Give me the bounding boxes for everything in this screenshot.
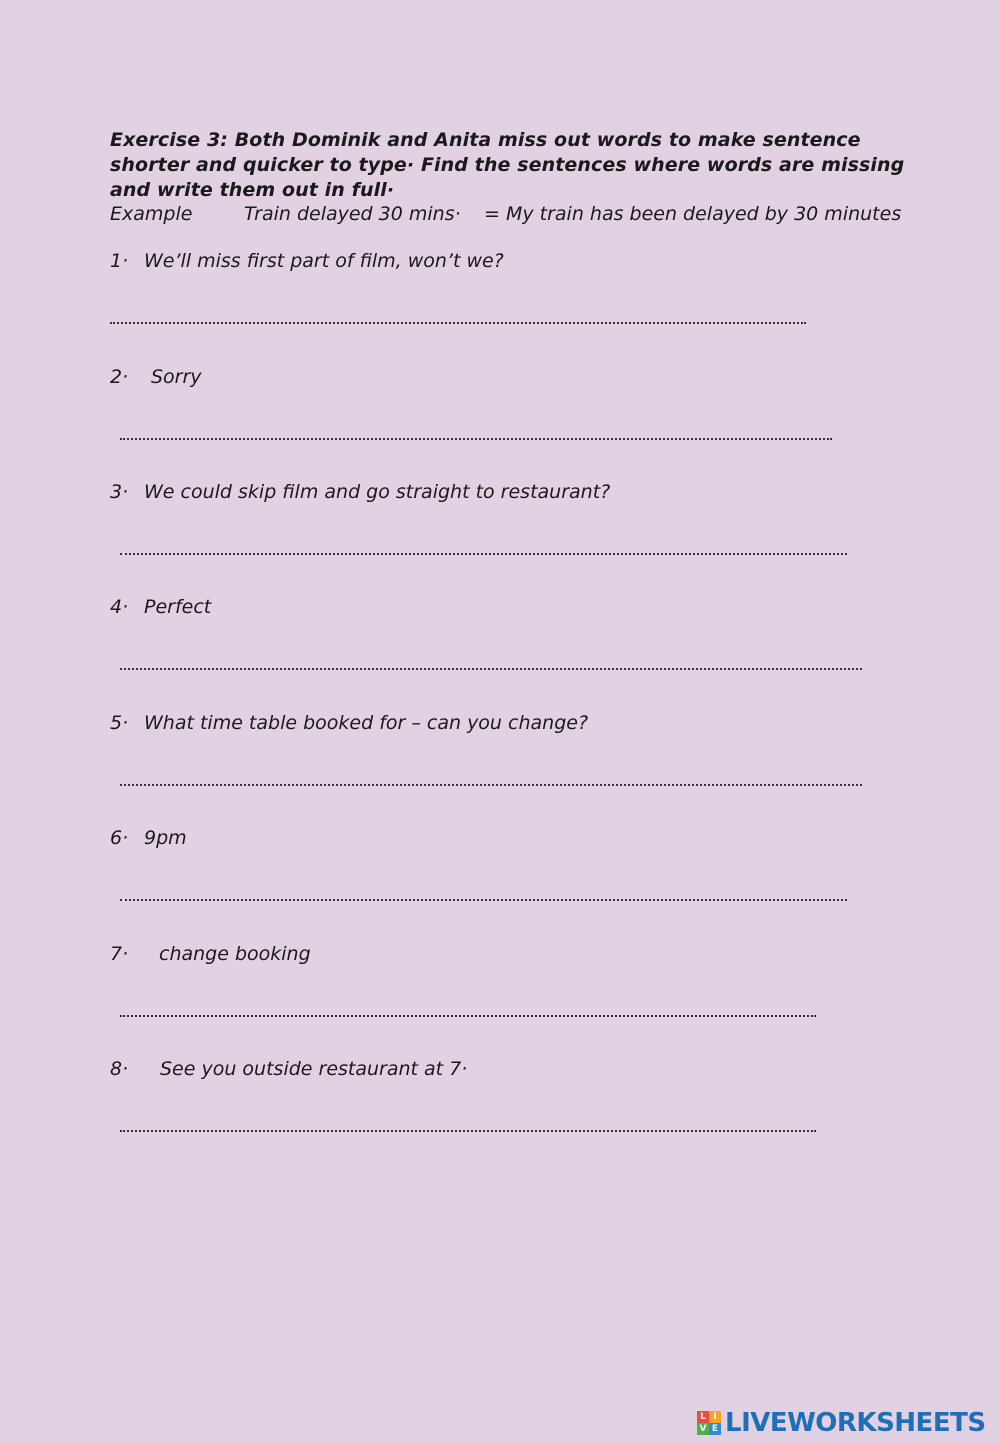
answer-line-8[interactable] [120, 1130, 816, 1132]
question-number: 3· [110, 481, 129, 503]
question-2 [110, 364, 202, 390]
question-text: What time table booked for – can you change? [144, 712, 589, 734]
answer-line-1[interactable] [110, 322, 806, 324]
question-1 [110, 248, 504, 274]
question-number: 2· [110, 366, 129, 388]
question-7 [110, 941, 311, 967]
example-label: Example [110, 203, 193, 225]
question-text: change booking [159, 943, 311, 965]
example-row [110, 201, 930, 227]
question-number: 8· [110, 1058, 129, 1080]
logo-icon-letter: V [697, 1423, 709, 1435]
logo-icon-letter: E [709, 1423, 721, 1435]
logo-icon-letter: L [697, 1411, 709, 1423]
question-number: 4· [110, 596, 129, 618]
question-text: 9pm [144, 827, 187, 849]
answer-line-4[interactable] [120, 668, 862, 670]
question-text: We could skip film and go straight to restaurant? [144, 481, 611, 503]
example-full-sentence: = My train has been delayed by 30 minutes [484, 203, 902, 225]
liveworksheets-logo-icon [697, 1411, 721, 1435]
answer-line-5[interactable] [120, 784, 862, 786]
question-number: 1· [110, 250, 129, 272]
example-short-sentence: Train delayed 30 mins· [244, 203, 461, 225]
liveworksheets-logo[interactable] [697, 1408, 986, 1438]
question-text: Sorry [151, 366, 202, 388]
logo-icon-letter: I [709, 1411, 721, 1423]
exercise-instructions: Exercise 3: Both Dominik and Anita miss out words to make sentence shorter and quicker to type· Find the sentences where words are missing and write them out in full· [110, 129, 905, 201]
question-6 [110, 825, 187, 851]
question-text: See you outside restaurant at 7· [160, 1058, 468, 1080]
question-8 [110, 1056, 467, 1082]
question-text: Perfect [144, 596, 212, 618]
question-text: We’ll miss first part of film, won’t we? [144, 250, 504, 272]
question-3 [110, 479, 610, 505]
answer-line-7[interactable] [120, 1015, 816, 1017]
question-number: 7· [110, 943, 129, 965]
answer-line-3[interactable] [120, 553, 847, 555]
question-number: 5· [110, 712, 129, 734]
question-number: 6· [110, 827, 129, 849]
answer-line-6[interactable] [120, 899, 847, 901]
logo-brand-text: LIVEWORKSHEETS [725, 1408, 986, 1438]
answer-line-2[interactable] [120, 438, 832, 440]
question-5 [110, 710, 588, 736]
question-4 [110, 594, 211, 620]
